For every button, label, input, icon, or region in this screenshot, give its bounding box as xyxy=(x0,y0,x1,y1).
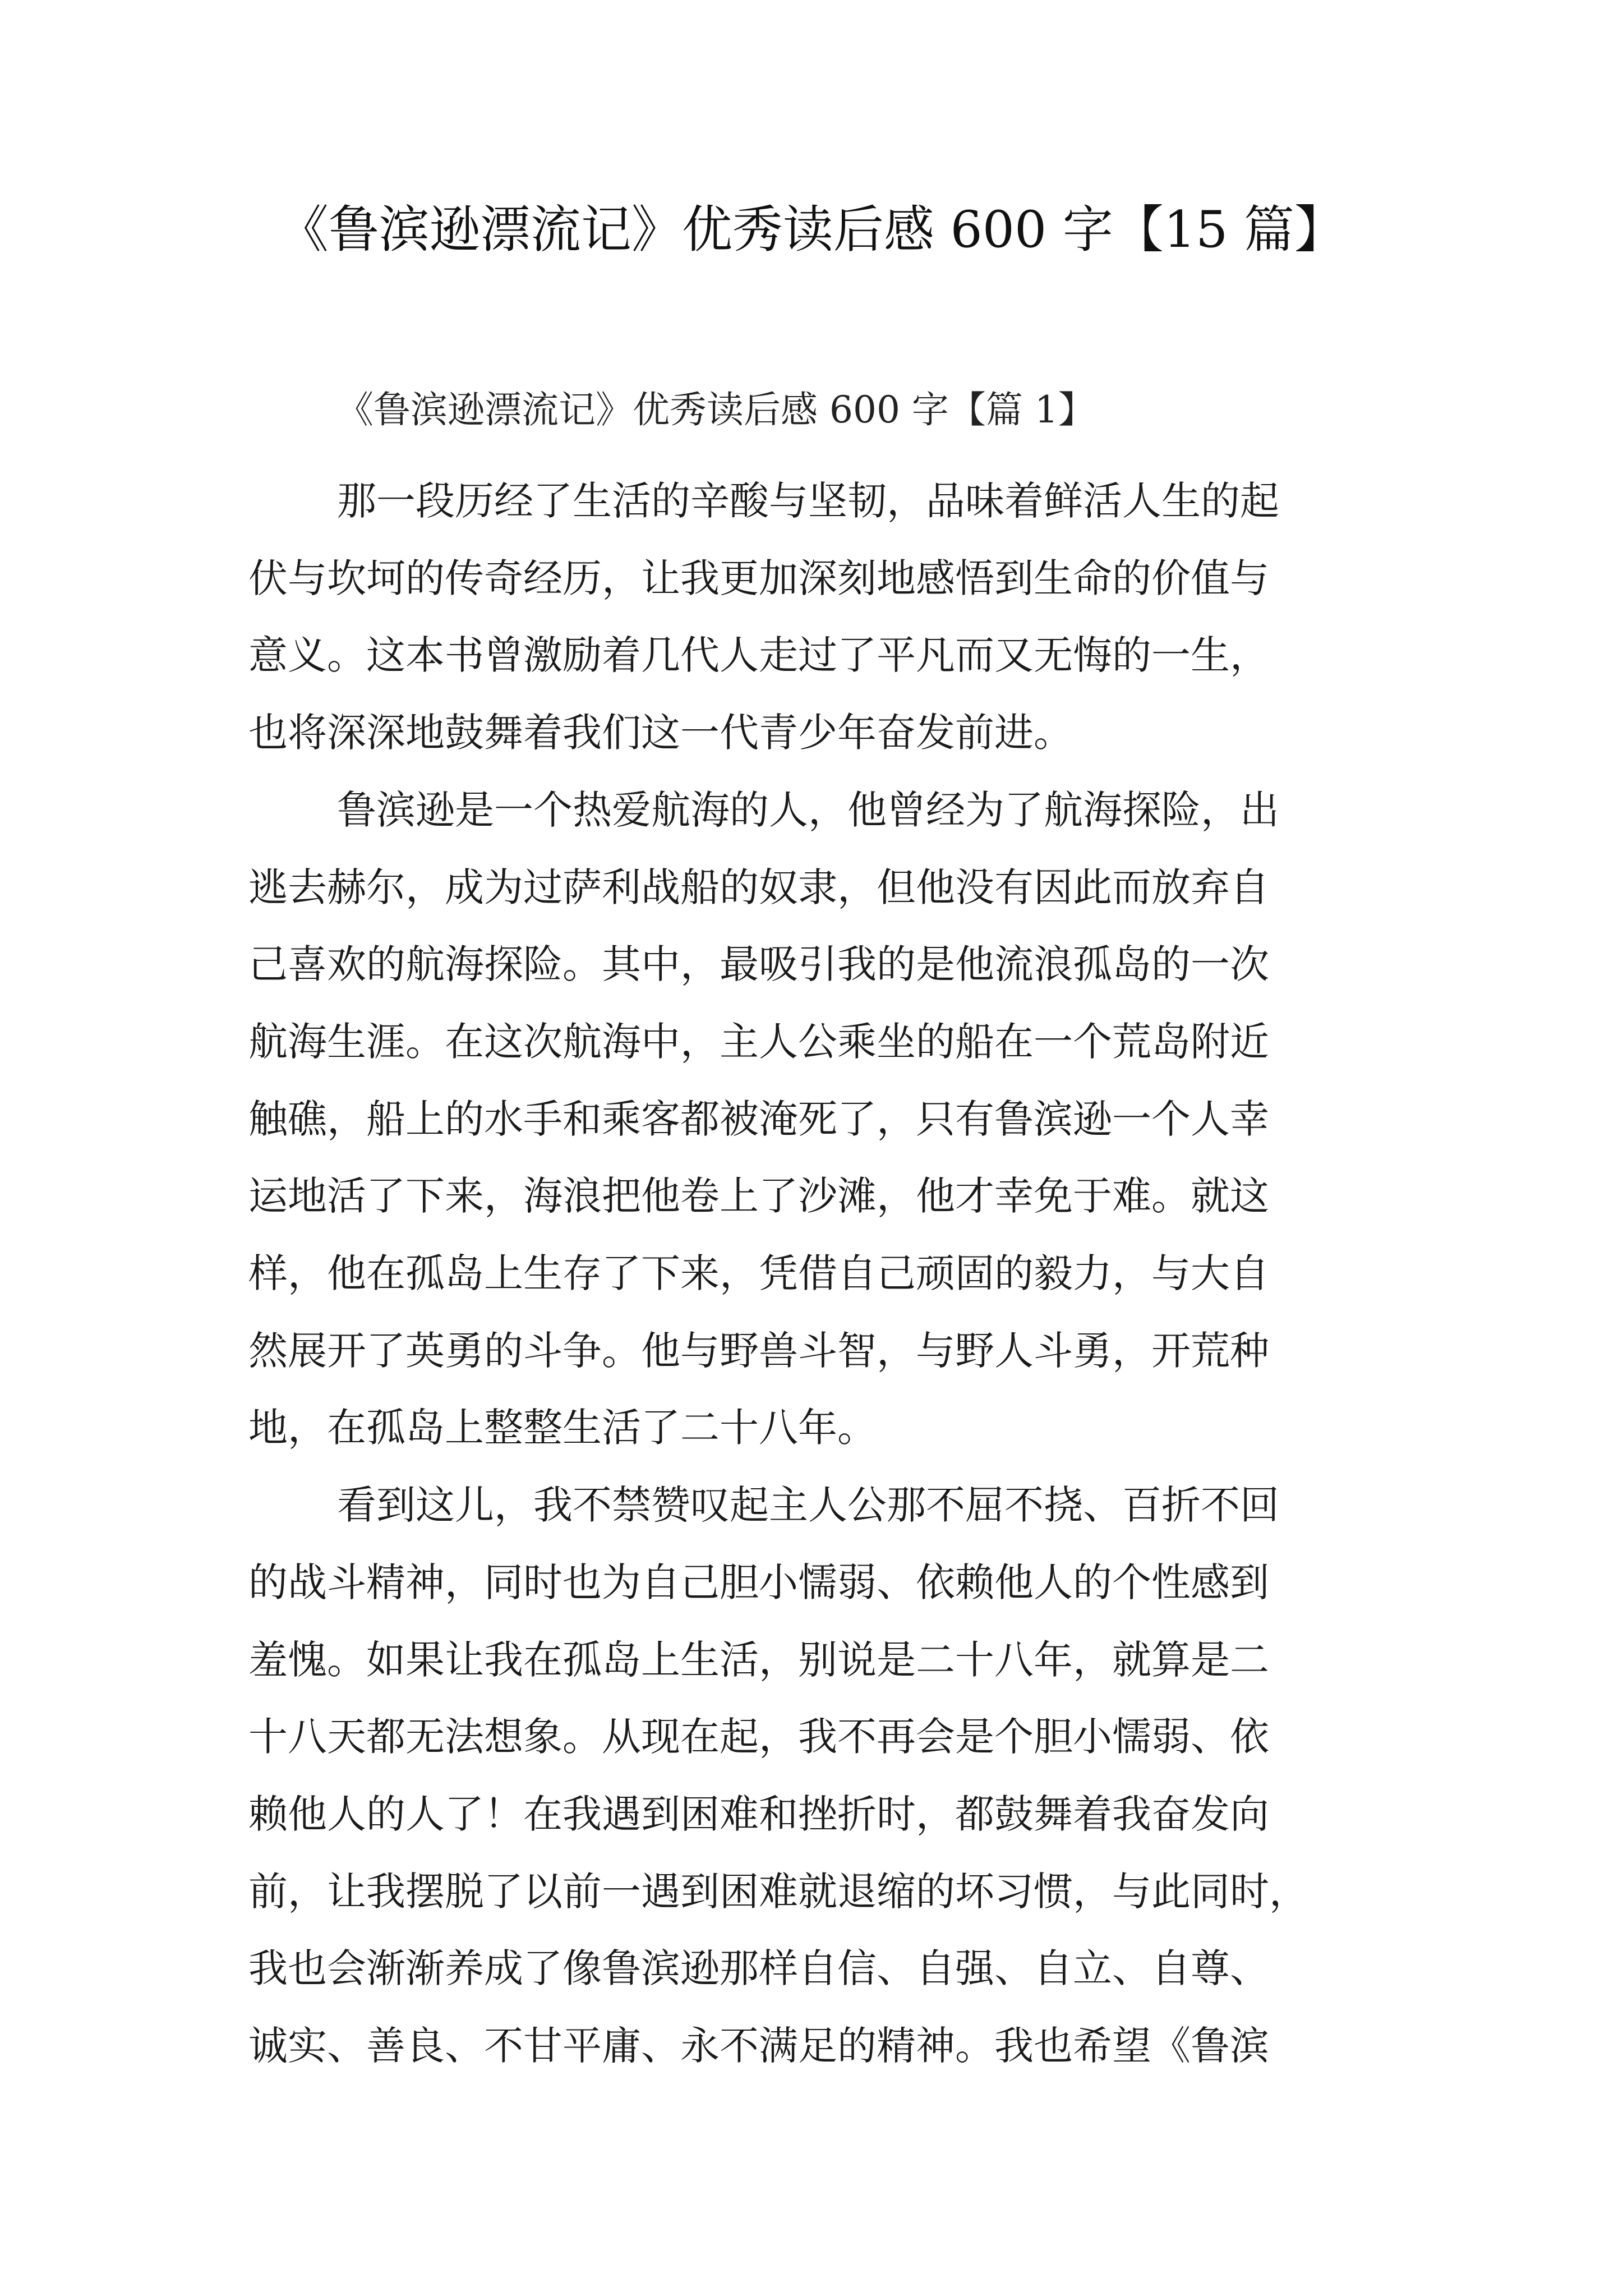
paragraph xyxy=(248,1467,1393,2085)
text-line: 伏与坎坷的传奇经历，让我更加深刻地感悟到生命的价值与 xyxy=(248,555,1269,601)
text-line: 羞愧。如果让我在孤岛上生活，别说是二十八年，就算是二 xyxy=(248,1636,1269,1683)
text-line: 地，在孤岛上整整生活了二十八年。 xyxy=(248,1405,877,1451)
text-line: 己喜欢的航海探险。其中，最吸引我的是他流浪孤岛的一次 xyxy=(248,941,1269,988)
paragraph xyxy=(248,772,1393,1467)
document-title: 《鲁滨逊漂流记》优秀读后感 600 字【15 篇】 xyxy=(278,200,1345,259)
text-line: 看到这儿，我不禁赞叹起主人公那不屈不挠、百折不回 xyxy=(337,1482,1279,1529)
text-line: 运地活了下来，海浪把他卷上了沙滩，他才幸免于难。就这 xyxy=(248,1173,1269,1220)
document-body xyxy=(248,463,1393,2085)
section-heading: 《鲁滨逊漂流记》优秀读后感 600 字【篇 1】 xyxy=(336,388,1095,431)
text-line: 意义。这本书曾激励着几代人走过了平凡而又无悔的一生， xyxy=(248,632,1269,679)
text-line: 十八天都无法想象。从现在起，我不再会是个胆小懦弱、依 xyxy=(248,1714,1269,1760)
text-line: 我也会渐渐养成了像鲁滨逊那样自信、自强、自立、自尊、 xyxy=(248,1945,1269,1992)
text-line: 的战斗精神，同时也为自己胆小懦弱、依赖他人的个性感到 xyxy=(248,1559,1269,1605)
text-line: 然展开了英勇的斗争。他与野兽斗智，与野人斗勇，开荒种 xyxy=(248,1327,1269,1374)
text-line: 逃去赫尔，成为过萨利战船的奴隶，但他没有因此而放弃自 xyxy=(248,864,1269,910)
text-line: 样，他在孤岛上生存了下来，凭借自己顽固的毅力，与大自 xyxy=(248,1250,1269,1297)
text-line: 触礁，船上的水手和乘客都被淹死了，只有鲁滨逊一个人幸 xyxy=(248,1096,1269,1142)
text-line: 诚实、善良、不甘平庸、永不满足的精神。我也希望《鲁滨 xyxy=(248,2023,1269,2069)
text-line: 那一段历经了生活的辛酸与坚韧，品味着鲜活人生的起 xyxy=(337,478,1279,524)
text-line: 赖他人的人了！在我遇到困难和挫折时，都鼓舞着我奋发向 xyxy=(248,1791,1269,1837)
text-line: 前，让我摆脱了以前一遇到困难就退缩的坏习惯，与此同时， xyxy=(248,1868,1308,1915)
text-line: 鲁滨逊是一个热爱航海的人，他曾经为了航海探险，出 xyxy=(337,786,1279,833)
text-line: 也将深深地鼓舞着我们这一代青少年奋发前进。 xyxy=(248,710,1073,756)
text-line: 航海生涯。在这次航海中，主人公乘坐的船在一个荒岛附近 xyxy=(248,1018,1269,1065)
paragraph xyxy=(248,463,1393,772)
